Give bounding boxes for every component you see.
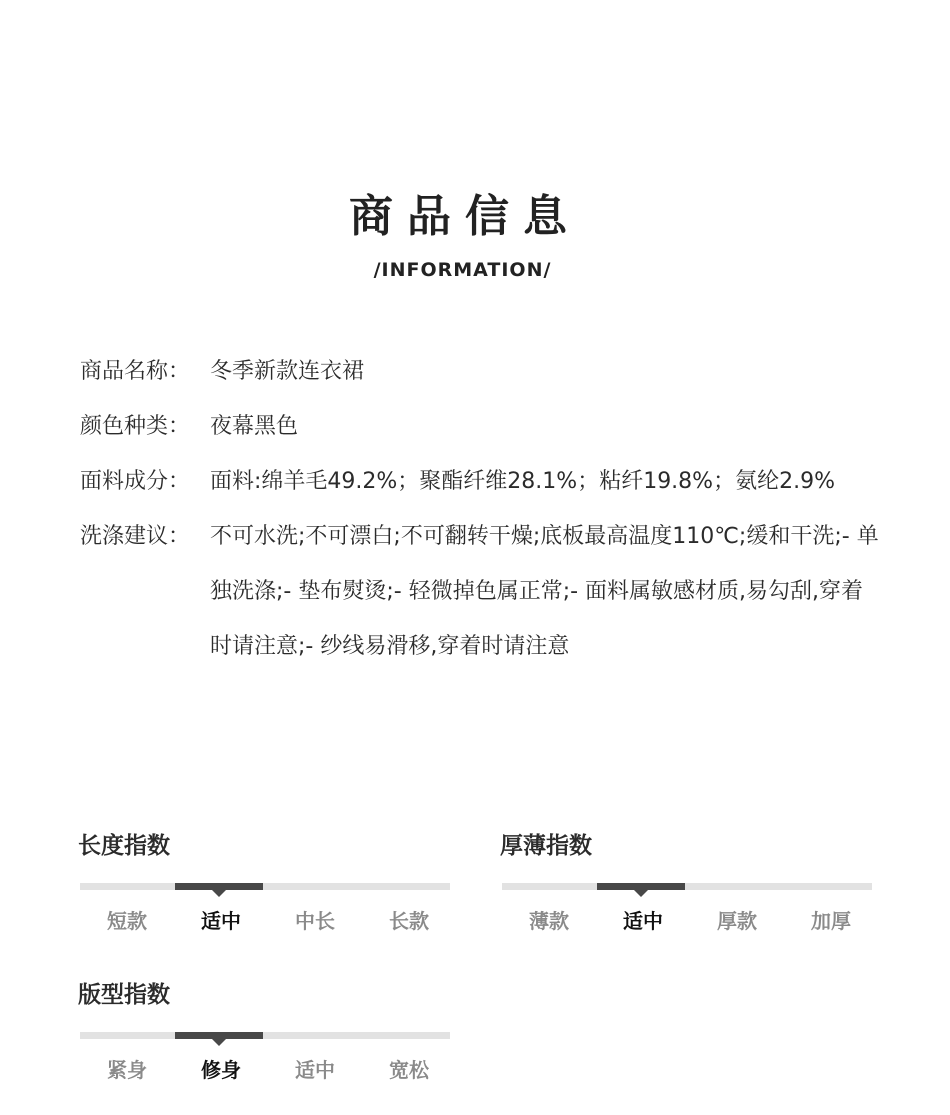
meter-active-indicator — [175, 883, 263, 890]
info-label: 面料成分： — [80, 469, 191, 494]
meter-option: 长款 — [389, 909, 429, 933]
info-label: 洗涤建议： — [80, 524, 191, 549]
info-row-color — [80, 399, 880, 454]
meter-title: 版型指数 — [78, 982, 170, 1008]
info-value: 夜幕黑色 — [210, 414, 299, 439]
meter-option: 适中 — [201, 909, 241, 933]
info-row-care — [80, 509, 880, 674]
meter-title: 厚薄指数 — [500, 833, 592, 859]
meter-option: 厚款 — [717, 909, 757, 933]
info-value: 冬季新款连衣裙 — [210, 359, 365, 384]
page-subtitle: /INFORMATION/ — [373, 259, 552, 281]
info-label: 商品名称： — [80, 359, 191, 384]
product-info-list — [80, 344, 880, 674]
info-row-product-name — [80, 344, 880, 399]
info-value: 面料:绵羊毛49.2%；聚酯纤维28.1%；粘纤19.8%；氨纶2.9% — [210, 469, 835, 494]
info-value: 不可水洗;不可漂白;不可翻转干燥;底板最高温度110℃;缓和干洗;- 单独洗涤;- 垫布熨烫;- 轻微掉色属正常;- 面料属敏感材质,易勾刮,穿着时请注意;- 纱线易滑移,穿着时请注意 — [210, 524, 879, 659]
page-title: 商品信息 — [349, 191, 581, 242]
meter-option: 中长 — [295, 909, 335, 933]
meter-option: 薄款 — [529, 909, 569, 933]
meter-option: 适中 — [295, 1058, 335, 1082]
meter-option: 宽松 — [389, 1058, 429, 1082]
meter-track — [502, 883, 872, 890]
meter-option: 适中 — [623, 909, 663, 933]
meter-option: 修身 — [201, 1058, 241, 1082]
meter-labels — [502, 909, 873, 933]
meter-active-indicator — [597, 883, 685, 890]
meter-active-indicator — [175, 1032, 263, 1039]
meter-track — [80, 883, 450, 890]
info-label: 颜色种类： — [80, 414, 191, 439]
meter-labels — [80, 909, 451, 933]
meter-labels — [80, 1058, 451, 1082]
meter-option: 短款 — [107, 909, 147, 933]
meter-title: 长度指数 — [78, 833, 170, 859]
info-row-fabric — [80, 454, 880, 509]
meter-option: 紧身 — [107, 1058, 147, 1082]
meter-track — [80, 1032, 450, 1039]
meter-option: 加厚 — [811, 909, 851, 933]
